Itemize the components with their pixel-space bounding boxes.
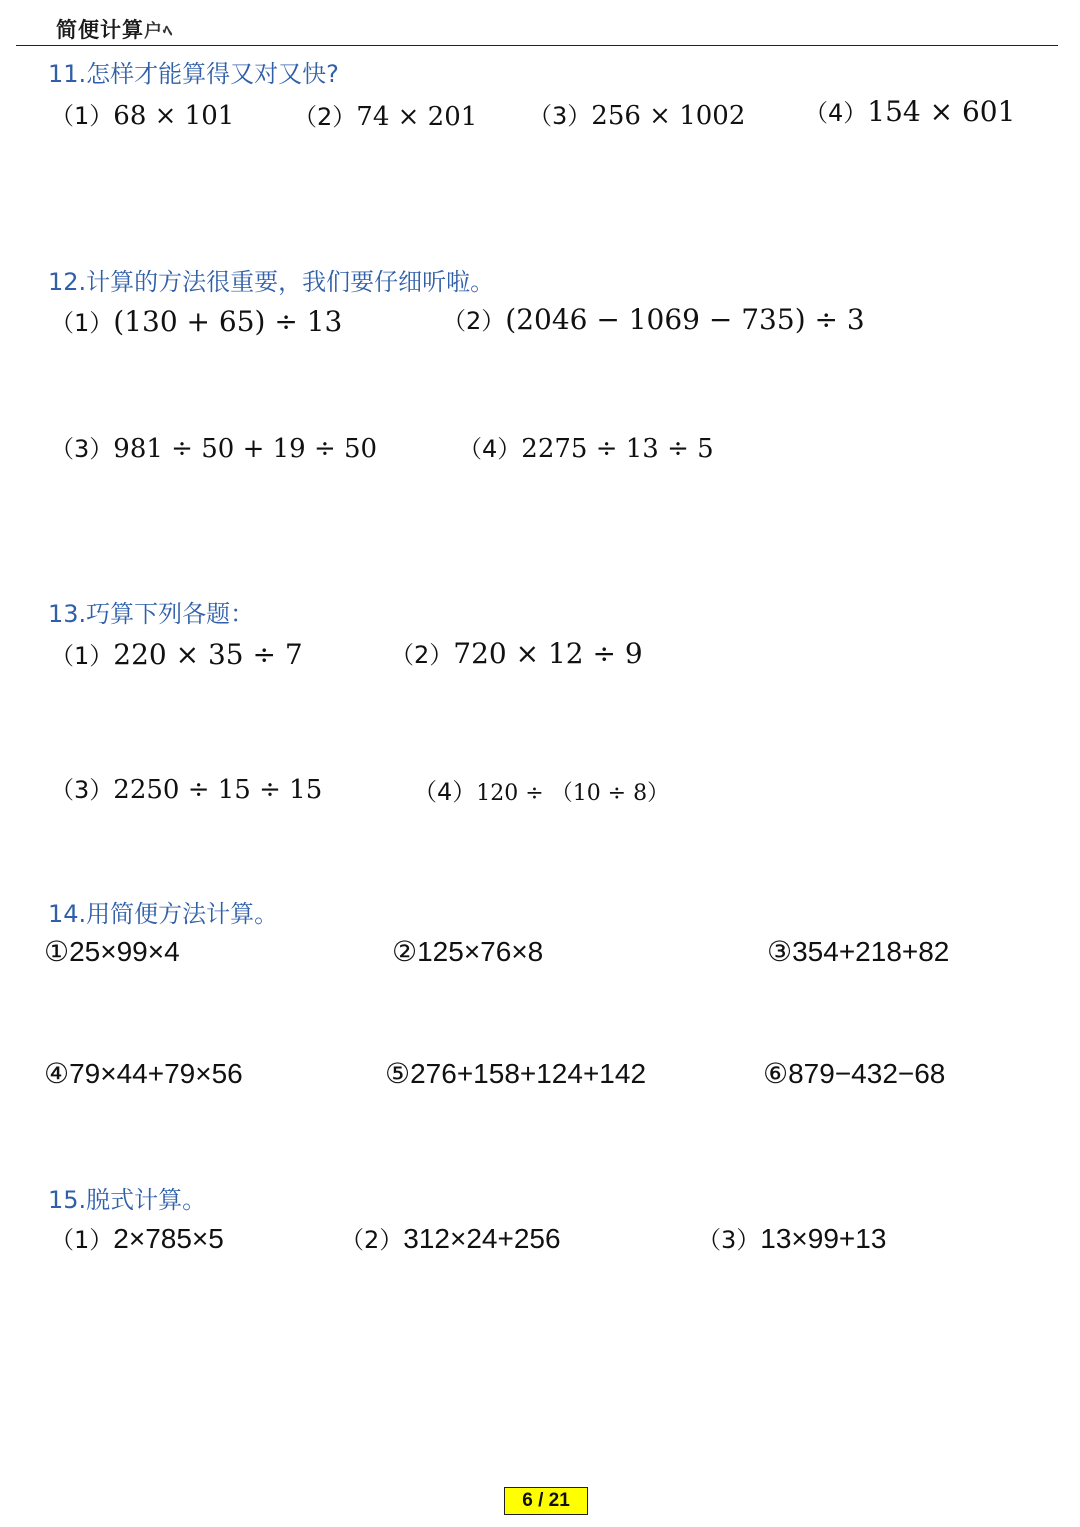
problem-expression: 220 × 35 ÷ 7 [113, 638, 303, 671]
problem-expression: 154 × 601 [867, 95, 1016, 128]
problem-12-4 [458, 429, 714, 464]
problem-number: （1） [50, 102, 114, 130]
problem-expression: (130 + 65) ÷ 13 [113, 305, 343, 338]
problem-13-2 [390, 635, 643, 670]
problem-expression: 120 ÷ （10 ÷ 8） [476, 781, 670, 806]
problem-12-2 [442, 301, 865, 336]
problem-number: （4） [804, 99, 868, 127]
problem-number: （2） [340, 1226, 404, 1254]
problem-11-1 [50, 96, 234, 131]
problem-14-6: ⑥879−432−68 [763, 1058, 946, 1089]
header-title-text: 简便计算 [56, 17, 144, 42]
problem-number: （1） [50, 1226, 114, 1254]
problem-number: （1） [50, 642, 114, 670]
problem-number: （4） [458, 435, 522, 463]
problem-number: （4） [413, 778, 477, 806]
problem-expression: 981 ÷ 50 + 19 ÷ 50 [113, 434, 378, 464]
problem-15-2 [340, 1220, 561, 1255]
problem-number: （3） [697, 1226, 761, 1254]
problem-expression: (2046 − 1069 − 735) ÷ 3 [505, 303, 865, 336]
section-12-heading: 12.计算的方法很重要，我们要仔细听啦。 [48, 268, 495, 296]
problem-expression: 2250 ÷ 15 ÷ 15 [113, 775, 323, 805]
problem-14-3: ③354+218+82 [767, 936, 950, 967]
problem-expression: 68 × 101 [113, 101, 235, 131]
page-header-title [56, 14, 173, 44]
problem-11-3 [528, 96, 745, 131]
problem-expression: 13×99+13 [760, 1223, 887, 1254]
problem-14-5: ⑤276+158+124+142 [385, 1058, 647, 1089]
section-14-heading: 14.用简便方法计算。 [48, 900, 279, 928]
problem-13-3 [50, 770, 322, 805]
header-stamp-text: 户ﾍ [144, 21, 173, 42]
problem-number: （1） [50, 309, 114, 337]
problem-13-4 [413, 772, 669, 807]
problem-15-3 [697, 1220, 886, 1255]
problem-number: （2） [293, 103, 357, 131]
problem-11-4 [804, 93, 1015, 128]
problem-number: （2） [442, 307, 506, 335]
problem-12-3 [50, 429, 377, 464]
problem-13-1 [50, 636, 303, 671]
problem-expression: 2275 ÷ 13 ÷ 5 [521, 434, 714, 464]
problem-number: （3） [50, 776, 114, 804]
problem-expression: 74 × 201 [356, 102, 478, 132]
problem-12-1 [50, 303, 342, 338]
problem-number: （3） [50, 435, 114, 463]
problem-number: （2） [390, 641, 454, 669]
problem-expression: 2×785×5 [113, 1223, 224, 1254]
section-13-heading: 13.巧算下列各题： [48, 600, 255, 628]
problem-14-2: ②125×76×8 [392, 936, 544, 967]
problem-expression: 720 × 12 ÷ 9 [453, 637, 643, 670]
page-indicator: 6 / 21 [504, 1487, 588, 1515]
problem-11-2 [293, 97, 477, 132]
section-15-heading: 15.脱式计算。 [48, 1186, 207, 1214]
problem-number: （3） [528, 102, 592, 130]
header-divider [16, 45, 1058, 46]
section-11-heading: 11.怎样才能算得又对又快? [48, 60, 339, 88]
problem-15-1 [50, 1220, 224, 1255]
problem-14-4: ④79×44+79×56 [44, 1058, 243, 1089]
problem-expression: 312×24+256 [403, 1223, 561, 1254]
problem-14-1: ①25×99×4 [44, 936, 180, 967]
problem-expression: 256 × 1002 [591, 101, 746, 131]
